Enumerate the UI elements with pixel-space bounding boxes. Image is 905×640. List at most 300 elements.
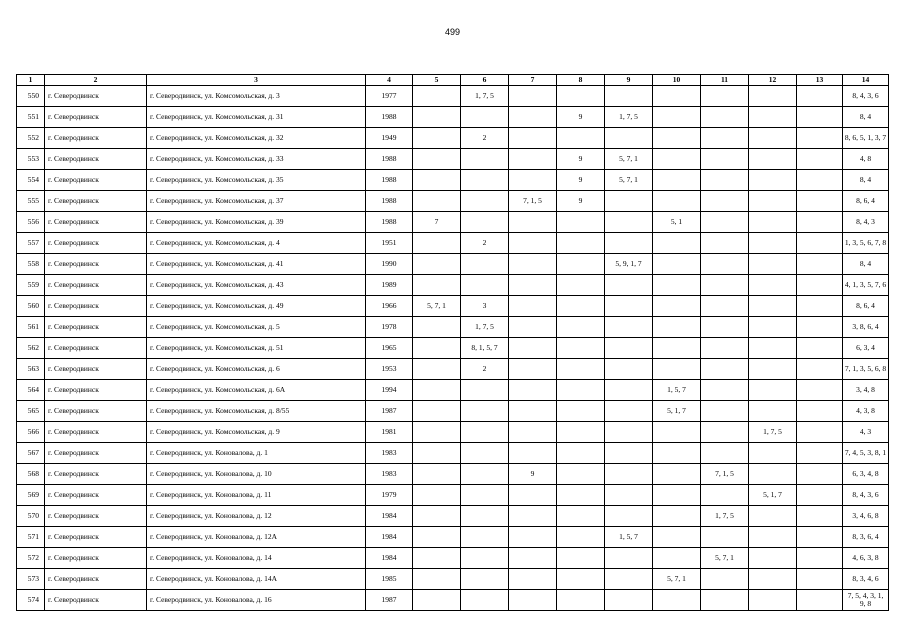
table-cell-col-10: 5, 1, 7	[653, 401, 701, 422]
table-cell-col-7	[509, 212, 557, 233]
table-cell-col-13	[797, 359, 843, 380]
table-cell-col-12	[749, 443, 797, 464]
table-cell-col-7	[509, 128, 557, 149]
table-cell-col-8	[557, 464, 605, 485]
table-cell-col-7	[509, 86, 557, 107]
table-cell-col-7	[509, 590, 557, 611]
table-cell-col-8	[557, 359, 605, 380]
table-cell-col-2: г. Северодвинск	[45, 317, 147, 338]
table-cell-col-3: г. Северодвинск, ул. Комсомольская, д. 6	[147, 359, 366, 380]
table-cell-col-11	[701, 86, 749, 107]
table-cell-col-2: г. Северодвинск	[45, 296, 147, 317]
table-cell-col-2: г. Северодвинск	[45, 233, 147, 254]
table-cell-col-5	[413, 422, 461, 443]
table-cell-col-8	[557, 527, 605, 548]
table-cell-col-3: г. Северодвинск, ул. Комсомольская, д. 9	[147, 422, 366, 443]
table-cell-col-4: 1983	[366, 443, 413, 464]
table-cell-col-9	[605, 422, 653, 443]
table-cell-col-11	[701, 317, 749, 338]
table-cell-col-3: г. Северодвинск, ул. Комсомольская, д. 43	[147, 275, 366, 296]
table-cell-col-1: 563	[17, 359, 45, 380]
table-cell-col-5	[413, 86, 461, 107]
table-cell-col-2: г. Северодвинск	[45, 128, 147, 149]
table-cell-col-4: 1987	[366, 590, 413, 611]
table-cell-col-2: г. Северодвинск	[45, 464, 147, 485]
table-cell-col-12	[749, 401, 797, 422]
table-cell-col-2: г. Северодвинск	[45, 359, 147, 380]
table-cell-col-7	[509, 401, 557, 422]
table-cell-col-14: 8, 6, 4	[843, 191, 889, 212]
table-cell-col-5	[413, 443, 461, 464]
table-cell-col-9	[605, 380, 653, 401]
table-row	[17, 296, 889, 317]
table-cell-col-13	[797, 590, 843, 611]
table-cell-col-11: 5, 7, 1	[701, 548, 749, 569]
table-cell-col-9	[605, 233, 653, 254]
table-cell-col-3: г. Северодвинск, ул. Коновалова, д. 12	[147, 506, 366, 527]
table-cell-col-8	[557, 275, 605, 296]
table-cell-col-9: 5, 7, 1	[605, 149, 653, 170]
register-table	[16, 74, 889, 611]
table-row	[17, 464, 889, 485]
table-cell-col-1: 553	[17, 149, 45, 170]
table-cell-col-8	[557, 485, 605, 506]
column-header-8: 8	[557, 75, 605, 86]
table-cell-col-5	[413, 170, 461, 191]
table-cell-col-2: г. Северодвинск	[45, 443, 147, 464]
table-cell-col-3: г. Северодвинск, ул. Комсомольская, д. 4	[147, 233, 366, 254]
column-header-7: 7	[509, 75, 557, 86]
table-cell-col-9	[605, 506, 653, 527]
table-cell-col-10	[653, 506, 701, 527]
table-cell-col-5	[413, 485, 461, 506]
table-cell-col-11	[701, 380, 749, 401]
table-cell-col-10	[653, 296, 701, 317]
table-cell-col-2: г. Северодвинск	[45, 569, 147, 590]
table-cell-col-8: 9	[557, 107, 605, 128]
table-cell-col-9	[605, 569, 653, 590]
table-cell-col-13	[797, 86, 843, 107]
table-cell-col-3: г. Северодвинск, ул. Коновалова, д. 14	[147, 548, 366, 569]
table-row	[17, 485, 889, 506]
table-cell-col-4: 1990	[366, 254, 413, 275]
table-cell-col-3: г. Северодвинск, ул. Комсомольская, д. 6А	[147, 380, 366, 401]
table-row	[17, 254, 889, 275]
table-cell-col-11	[701, 296, 749, 317]
table-cell-col-10	[653, 275, 701, 296]
table-cell-col-2: г. Северодвинск	[45, 254, 147, 275]
table-cell-col-3: г. Северодвинск, ул. Коновалова, д. 11	[147, 485, 366, 506]
table-cell-col-7	[509, 170, 557, 191]
table-cell-col-1: 559	[17, 275, 45, 296]
table-cell-col-2: г. Северодвинск	[45, 212, 147, 233]
table-cell-col-14: 4, 3	[843, 422, 889, 443]
table-cell-col-6: 2	[461, 128, 509, 149]
table-cell-col-9	[605, 86, 653, 107]
table-cell-col-7	[509, 296, 557, 317]
table-cell-col-14: 8, 4, 3	[843, 212, 889, 233]
table-cell-col-1: 561	[17, 317, 45, 338]
table-row	[17, 401, 889, 422]
table-cell-col-10: 5, 1	[653, 212, 701, 233]
table-cell-col-14: 3, 8, 6, 4	[843, 317, 889, 338]
table-cell-col-10	[653, 254, 701, 275]
table-cell-col-13	[797, 443, 843, 464]
table-cell-col-13	[797, 170, 843, 191]
table-cell-col-5: 7	[413, 212, 461, 233]
table-cell-col-14: 8, 3, 4, 6	[843, 569, 889, 590]
table-cell-col-13	[797, 422, 843, 443]
table-cell-col-7	[509, 254, 557, 275]
table-cell-col-11: 7, 1, 5	[701, 464, 749, 485]
table-cell-col-6	[461, 485, 509, 506]
table-cell-col-7	[509, 443, 557, 464]
table-cell-col-8	[557, 443, 605, 464]
table-cell-col-8	[557, 548, 605, 569]
table-cell-col-11	[701, 233, 749, 254]
table-cell-col-11	[701, 275, 749, 296]
table-cell-col-5	[413, 191, 461, 212]
table-cell-col-4: 1953	[366, 359, 413, 380]
table-cell-col-13	[797, 464, 843, 485]
table-cell-col-13	[797, 254, 843, 275]
table-cell-col-14: 8, 4	[843, 254, 889, 275]
table-cell-col-13	[797, 107, 843, 128]
table-cell-col-9: 1, 7, 5	[605, 107, 653, 128]
table-cell-col-7	[509, 422, 557, 443]
table-row	[17, 506, 889, 527]
table-cell-col-3: г. Северодвинск, ул. Коновалова, д. 1	[147, 443, 366, 464]
table-cell-col-1: 568	[17, 464, 45, 485]
table-cell-col-13	[797, 338, 843, 359]
table-cell-col-6	[461, 548, 509, 569]
table-cell-col-7	[509, 149, 557, 170]
table-cell-col-2: г. Северодвинск	[45, 86, 147, 107]
table-cell-col-6	[461, 380, 509, 401]
table-cell-col-14: 6, 3, 4, 8	[843, 464, 889, 485]
table-cell-col-12	[749, 275, 797, 296]
table-cell-col-14: 8, 4	[843, 170, 889, 191]
table-cell-col-6: 8, 1, 5, 7	[461, 338, 509, 359]
table-cell-col-6	[461, 170, 509, 191]
table-cell-col-10	[653, 233, 701, 254]
table-cell-col-6	[461, 275, 509, 296]
table-cell-col-3: г. Северодвинск, ул. Коновалова, д. 12А	[147, 527, 366, 548]
table-cell-col-11	[701, 107, 749, 128]
table-cell-col-10	[653, 359, 701, 380]
table-cell-col-9: 5, 9, 1, 7	[605, 254, 653, 275]
table-cell-col-5	[413, 464, 461, 485]
table-cell-col-4: 1951	[366, 233, 413, 254]
table-cell-col-10	[653, 548, 701, 569]
table-cell-col-10	[653, 191, 701, 212]
table-cell-col-13	[797, 527, 843, 548]
table-cell-col-12	[749, 569, 797, 590]
table-row	[17, 170, 889, 191]
table-cell-col-14: 8, 4	[843, 107, 889, 128]
table-cell-col-7	[509, 338, 557, 359]
table-cell-col-4: 1966	[366, 296, 413, 317]
table-cell-col-13	[797, 191, 843, 212]
table-row	[17, 380, 889, 401]
column-header-5: 5	[413, 75, 461, 86]
table-cell-col-13	[797, 128, 843, 149]
table-cell-col-1: 554	[17, 170, 45, 191]
column-header-1: 1	[17, 75, 45, 86]
table-cell-col-10	[653, 338, 701, 359]
table-cell-col-8	[557, 506, 605, 527]
table-cell-col-5	[413, 548, 461, 569]
table-cell-col-14: 1, 3, 5, 6, 7, 8	[843, 233, 889, 254]
table-cell-col-7	[509, 485, 557, 506]
table-cell-col-1: 574	[17, 590, 45, 611]
header-row	[17, 75, 889, 86]
table-cell-col-10: 1, 5, 7	[653, 380, 701, 401]
table-cell-col-12	[749, 464, 797, 485]
table-row	[17, 86, 889, 107]
table-cell-col-10	[653, 107, 701, 128]
table-cell-col-14: 4, 8	[843, 149, 889, 170]
table-cell-col-5	[413, 317, 461, 338]
table-cell-col-12	[749, 317, 797, 338]
table-row	[17, 149, 889, 170]
table-cell-col-2: г. Северодвинск	[45, 149, 147, 170]
table-cell-col-7	[509, 506, 557, 527]
table-cell-col-7	[509, 548, 557, 569]
table-cell-col-2: г. Северодвинск	[45, 506, 147, 527]
table-cell-col-10	[653, 590, 701, 611]
table-cell-col-4: 1981	[366, 422, 413, 443]
table-cell-col-3: г. Северодвинск, ул. Комсомольская, д. 41	[147, 254, 366, 275]
table-row	[17, 569, 889, 590]
table-cell-col-13	[797, 380, 843, 401]
table-cell-col-4: 1987	[366, 401, 413, 422]
table-cell-col-1: 570	[17, 506, 45, 527]
table-row	[17, 275, 889, 296]
table-cell-col-5	[413, 359, 461, 380]
table-cell-col-7	[509, 569, 557, 590]
table-cell-col-10	[653, 86, 701, 107]
table-cell-col-5	[413, 380, 461, 401]
table-cell-col-5	[413, 506, 461, 527]
table-cell-col-3: г. Северодвинск, ул. Комсомольская, д. 5	[147, 317, 366, 338]
table-cell-col-9	[605, 191, 653, 212]
table-cell-col-9: 1, 5, 7	[605, 527, 653, 548]
table-cell-col-14: 8, 4, 3, 6	[843, 485, 889, 506]
table-cell-col-5: 5, 7, 1	[413, 296, 461, 317]
table-cell-col-6: 1, 7, 5	[461, 86, 509, 107]
table-cell-col-1: 552	[17, 128, 45, 149]
table-row	[17, 422, 889, 443]
column-header-6: 6	[461, 75, 509, 86]
table-cell-col-4: 1984	[366, 527, 413, 548]
table-cell-col-12	[749, 149, 797, 170]
table-cell-col-12	[749, 359, 797, 380]
table-cell-col-1: 566	[17, 422, 45, 443]
table-cell-col-4: 1979	[366, 485, 413, 506]
table-cell-col-6: 2	[461, 359, 509, 380]
table-cell-col-3: г. Северодвинск, ул. Коновалова, д. 16	[147, 590, 366, 611]
table-cell-col-7	[509, 359, 557, 380]
table-cell-col-12	[749, 212, 797, 233]
table-row	[17, 527, 889, 548]
table-cell-col-4: 1989	[366, 275, 413, 296]
table-cell-col-14: 4, 3, 8	[843, 401, 889, 422]
page-number: 499	[444, 27, 461, 37]
table-cell-col-6: 2	[461, 233, 509, 254]
table-cell-col-12	[749, 128, 797, 149]
table-cell-col-12	[749, 191, 797, 212]
table-cell-col-12: 1, 7, 5	[749, 422, 797, 443]
table-cell-col-13	[797, 401, 843, 422]
table-cell-col-1: 569	[17, 485, 45, 506]
table-cell-col-6	[461, 212, 509, 233]
table-row	[17, 359, 889, 380]
table-cell-col-9	[605, 317, 653, 338]
table-cell-col-10	[653, 149, 701, 170]
table-cell-col-8	[557, 338, 605, 359]
table-cell-col-1: 571	[17, 527, 45, 548]
table-cell-col-10	[653, 170, 701, 191]
table-cell-col-3: г. Северодвинск, ул. Комсомольская, д. 33	[147, 149, 366, 170]
table-cell-col-8: 9	[557, 149, 605, 170]
table-cell-col-13	[797, 317, 843, 338]
table-cell-col-14: 7, 4, 5, 3, 8, 1	[843, 443, 889, 464]
table-cell-col-12	[749, 527, 797, 548]
table-cell-col-8	[557, 254, 605, 275]
table-cell-col-10	[653, 422, 701, 443]
table-cell-col-13	[797, 233, 843, 254]
table-cell-col-1: 565	[17, 401, 45, 422]
table-cell-col-3: г. Северодвинск, ул. Комсомольская, д. 32	[147, 128, 366, 149]
table-cell-col-11: 1, 7, 5	[701, 506, 749, 527]
table-cell-col-6	[461, 464, 509, 485]
table-cell-col-9	[605, 128, 653, 149]
table-cell-col-9	[605, 359, 653, 380]
table-cell-col-9	[605, 590, 653, 611]
table-cell-col-5	[413, 107, 461, 128]
table-cell-col-6: 1, 7, 5	[461, 317, 509, 338]
table-cell-col-1: 564	[17, 380, 45, 401]
table-cell-col-13	[797, 296, 843, 317]
table-cell-col-7	[509, 233, 557, 254]
table-cell-col-1: 567	[17, 443, 45, 464]
table-cell-col-3: г. Северодвинск, ул. Коновалова, д. 10	[147, 464, 366, 485]
table-cell-col-2: г. Северодвинск	[45, 338, 147, 359]
table-cell-col-1: 560	[17, 296, 45, 317]
table-cell-col-13	[797, 212, 843, 233]
table-row	[17, 443, 889, 464]
table-cell-col-5	[413, 128, 461, 149]
column-header-9: 9	[605, 75, 653, 86]
table-cell-col-9	[605, 212, 653, 233]
column-header-13: 13	[797, 75, 843, 86]
table-cell-col-6	[461, 506, 509, 527]
table-cell-col-4: 1984	[366, 506, 413, 527]
table-cell-col-4: 1984	[366, 548, 413, 569]
table-cell-col-11	[701, 170, 749, 191]
table-cell-col-7	[509, 317, 557, 338]
table-cell-col-14: 8, 6, 4	[843, 296, 889, 317]
table-cell-col-13	[797, 506, 843, 527]
table-cell-col-5	[413, 569, 461, 590]
table-cell-col-14: 4, 6, 3, 8	[843, 548, 889, 569]
table-cell-col-14: 6, 3, 4	[843, 338, 889, 359]
table-cell-col-12	[749, 107, 797, 128]
table-cell-col-11	[701, 590, 749, 611]
table-cell-col-4: 1977	[366, 86, 413, 107]
table-cell-col-11	[701, 401, 749, 422]
table-cell-col-1: 562	[17, 338, 45, 359]
table-cell-col-7	[509, 107, 557, 128]
column-header-12: 12	[749, 75, 797, 86]
table-row	[17, 191, 889, 212]
table-cell-col-8	[557, 317, 605, 338]
table-cell-col-3: г. Северодвинск, ул. Комсомольская, д. 37	[147, 191, 366, 212]
table-cell-col-3: г. Северодвинск, ул. Коновалова, д. 14А	[147, 569, 366, 590]
table-cell-col-12	[749, 86, 797, 107]
table-cell-col-2: г. Северодвинск	[45, 401, 147, 422]
table-cell-col-6	[461, 107, 509, 128]
table-cell-col-8	[557, 233, 605, 254]
table-row	[17, 212, 889, 233]
table-cell-col-1: 572	[17, 548, 45, 569]
table-cell-col-4: 1985	[366, 569, 413, 590]
table-body	[17, 86, 889, 611]
table-cell-col-3: г. Северодвинск, ул. Комсомольская, д. 8/55	[147, 401, 366, 422]
table-cell-col-2: г. Северодвинск	[45, 422, 147, 443]
table-cell-col-12	[749, 548, 797, 569]
table-cell-col-2: г. Северодвинск	[45, 590, 147, 611]
table-cell-col-8	[557, 569, 605, 590]
table-cell-col-3: г. Северодвинск, ул. Комсомольская, д. 39	[147, 212, 366, 233]
table-cell-col-2: г. Северодвинск	[45, 527, 147, 548]
table-cell-col-4: 1994	[366, 380, 413, 401]
table-cell-col-2: г. Северодвинск	[45, 191, 147, 212]
column-header-2: 2	[45, 75, 147, 86]
table-cell-col-9	[605, 548, 653, 569]
table-cell-col-8	[557, 128, 605, 149]
table-cell-col-2: г. Северодвинск	[45, 275, 147, 296]
table-cell-col-1: 551	[17, 107, 45, 128]
table-cell-col-8	[557, 422, 605, 443]
table-cell-col-5	[413, 233, 461, 254]
table-cell-col-12: 5, 1, 7	[749, 485, 797, 506]
table-cell-col-11	[701, 338, 749, 359]
table-row	[17, 233, 889, 254]
table-cell-col-3: г. Северодвинск, ул. Комсомольская, д. 51	[147, 338, 366, 359]
table-cell-col-11	[701, 485, 749, 506]
table-cell-col-6	[461, 401, 509, 422]
table-cell-col-11	[701, 212, 749, 233]
table-cell-col-9	[605, 275, 653, 296]
table-cell-col-1: 557	[17, 233, 45, 254]
table-cell-col-9	[605, 296, 653, 317]
table-cell-col-4: 1988	[366, 170, 413, 191]
table-cell-col-1: 558	[17, 254, 45, 275]
table-cell-col-11	[701, 359, 749, 380]
table-cell-col-5	[413, 527, 461, 548]
table-cell-col-9	[605, 401, 653, 422]
table-row	[17, 128, 889, 149]
table-cell-col-11	[701, 254, 749, 275]
table-cell-col-4: 1983	[366, 464, 413, 485]
column-header-3: 3	[147, 75, 366, 86]
table-cell-col-8	[557, 296, 605, 317]
table-row	[17, 338, 889, 359]
table-cell-col-8: 9	[557, 170, 605, 191]
table-cell-col-6	[461, 443, 509, 464]
